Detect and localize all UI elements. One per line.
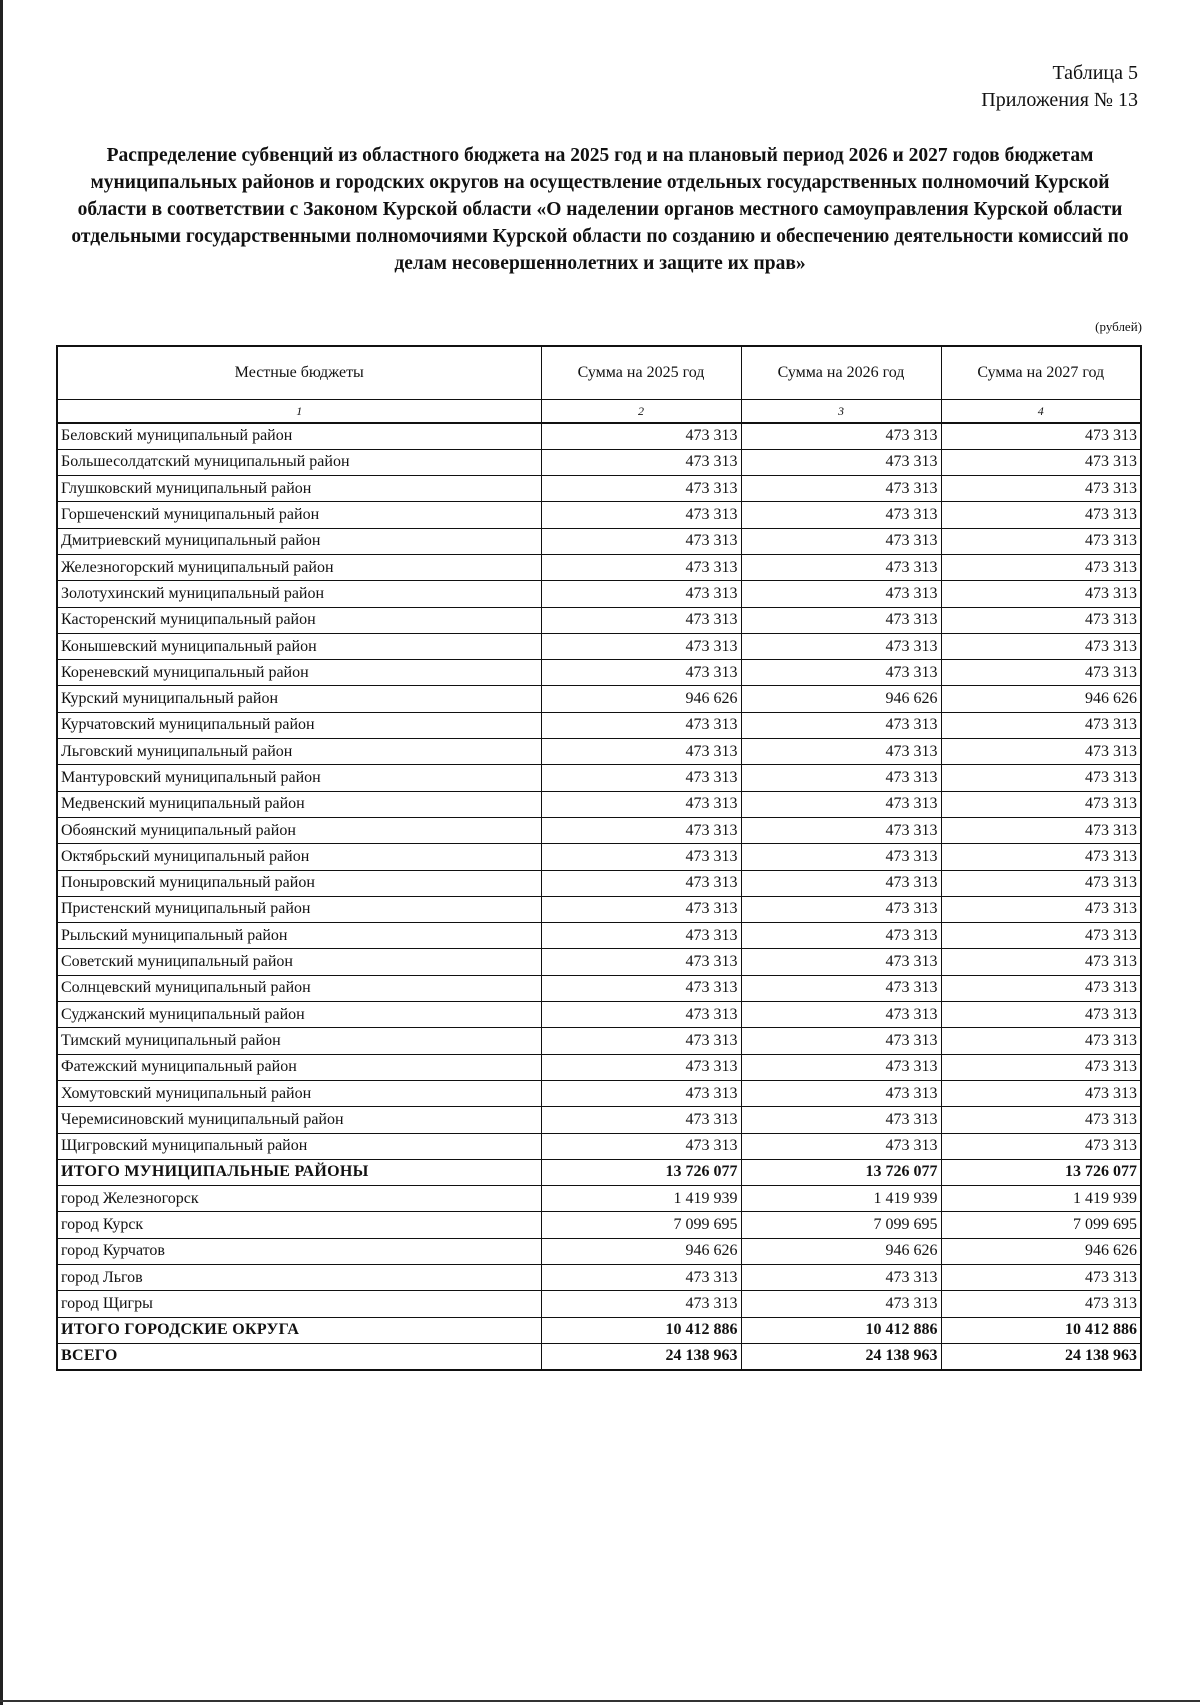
row-amount-2025-cell: 473 313 bbox=[541, 1107, 741, 1133]
row-amount-2025-cell: 473 313 bbox=[541, 502, 741, 528]
row-name-cell: Кореневский муниципальный район bbox=[57, 660, 541, 686]
row-name-cell: Октябрьский муниципальный район bbox=[57, 844, 541, 870]
row-amount-2026-cell: 473 313 bbox=[741, 870, 941, 896]
row-amount-2025-cell: 473 313 bbox=[541, 660, 741, 686]
row-amount-2025-cell: 1 419 939 bbox=[541, 1186, 741, 1212]
row-name-cell: Курчатовский муниципальный район bbox=[57, 712, 541, 738]
row-amount-2027-cell: 473 313 bbox=[941, 581, 1141, 607]
row-amount-2025-cell: 473 313 bbox=[541, 607, 741, 633]
table-label: Таблица 5 bbox=[1052, 62, 1138, 84]
row-amount-2027-cell: 1 419 939 bbox=[941, 1186, 1141, 1212]
row-amount-2025-cell: 24 138 963 bbox=[541, 1343, 741, 1369]
row-amount-2027-cell: 473 313 bbox=[941, 423, 1141, 449]
row-amount-2027-cell: 946 626 bbox=[941, 686, 1141, 712]
row-amount-2025-cell: 473 313 bbox=[541, 712, 741, 738]
column-number-row bbox=[57, 400, 1141, 424]
row-amount-2026-cell: 473 313 bbox=[741, 476, 941, 502]
row-name-cell: Дмитриевский муниципальный район bbox=[57, 528, 541, 554]
row-amount-2027-cell: 473 313 bbox=[941, 607, 1141, 633]
row-name-cell: Хомутовский муниципальный район bbox=[57, 1080, 541, 1106]
row-amount-2026-cell: 473 313 bbox=[741, 633, 941, 659]
row-amount-2025-cell: 473 313 bbox=[541, 817, 741, 843]
row-amount-2026-cell: 946 626 bbox=[741, 686, 941, 712]
row-amount-2026-cell: 473 313 bbox=[741, 844, 941, 870]
row-name-cell: Рыльский муниципальный район bbox=[57, 923, 541, 949]
row-amount-2026-cell: 473 313 bbox=[741, 1265, 941, 1291]
row-amount-2026-cell: 24 138 963 bbox=[741, 1343, 941, 1369]
row-name-cell: Мантуровский муниципальный район bbox=[57, 765, 541, 791]
table-total-row bbox=[57, 1159, 1141, 1185]
row-amount-2026-cell: 473 313 bbox=[741, 923, 941, 949]
column-number-4: 4 bbox=[941, 400, 1141, 424]
table-row bbox=[57, 1080, 1141, 1106]
row-name-cell: Черемисиновский муниципальный район bbox=[57, 1107, 541, 1133]
table-header-row bbox=[57, 346, 1141, 400]
row-name-cell: Поныровский муниципальный район bbox=[57, 870, 541, 896]
table-total-row bbox=[57, 1343, 1141, 1369]
row-amount-2025-cell: 473 313 bbox=[541, 528, 741, 554]
column-header-2026: Сумма на 2026 год bbox=[741, 346, 941, 400]
row-amount-2027-cell: 473 313 bbox=[941, 896, 1141, 922]
budget-table bbox=[56, 345, 1142, 1371]
row-amount-2027-cell: 24 138 963 bbox=[941, 1343, 1141, 1369]
row-amount-2027-cell: 10 412 886 bbox=[941, 1317, 1141, 1343]
row-amount-2025-cell: 473 313 bbox=[541, 844, 741, 870]
table-row bbox=[57, 949, 1141, 975]
table-row bbox=[57, 607, 1141, 633]
table-row bbox=[57, 423, 1141, 449]
table-row bbox=[57, 660, 1141, 686]
table-row bbox=[57, 1133, 1141, 1159]
row-amount-2027-cell: 473 313 bbox=[941, 1002, 1141, 1028]
row-name-cell: Солнцевский муниципальный район bbox=[57, 975, 541, 1001]
row-name-cell: Обоянский муниципальный район bbox=[57, 817, 541, 843]
table-total-row bbox=[57, 1317, 1141, 1343]
row-amount-2027-cell: 473 313 bbox=[941, 975, 1141, 1001]
row-amount-2026-cell: 473 313 bbox=[741, 975, 941, 1001]
column-header-budgets: Местные бюджеты bbox=[57, 346, 541, 400]
column-header-2025: Сумма на 2025 год bbox=[541, 346, 741, 400]
table-row bbox=[57, 923, 1141, 949]
row-amount-2027-cell: 473 313 bbox=[941, 554, 1141, 580]
table-row bbox=[57, 528, 1141, 554]
row-amount-2026-cell: 473 313 bbox=[741, 1133, 941, 1159]
row-name-cell: Советский муниципальный район bbox=[57, 949, 541, 975]
row-amount-2025-cell: 473 313 bbox=[541, 975, 741, 1001]
row-amount-2025-cell: 473 313 bbox=[541, 791, 741, 817]
row-amount-2027-cell: 473 313 bbox=[941, 1028, 1141, 1054]
row-amount-2027-cell: 473 313 bbox=[941, 502, 1141, 528]
table-row bbox=[57, 581, 1141, 607]
row-amount-2027-cell: 473 313 bbox=[941, 1291, 1141, 1317]
row-amount-2026-cell: 473 313 bbox=[741, 896, 941, 922]
row-amount-2025-cell: 473 313 bbox=[541, 1054, 741, 1080]
scan-edge-bottom bbox=[0, 1700, 1200, 1702]
row-name-cell: Щигровский муниципальный район bbox=[57, 1133, 541, 1159]
row-amount-2027-cell: 473 313 bbox=[941, 844, 1141, 870]
row-amount-2026-cell: 473 313 bbox=[741, 1028, 941, 1054]
table-row bbox=[57, 765, 1141, 791]
row-name-cell: город Железногорск bbox=[57, 1186, 541, 1212]
row-amount-2025-cell: 473 313 bbox=[541, 739, 741, 765]
row-amount-2027-cell: 473 313 bbox=[941, 712, 1141, 738]
row-name-cell: ВСЕГО bbox=[57, 1343, 541, 1369]
row-name-cell: город Курск bbox=[57, 1212, 541, 1238]
row-amount-2027-cell: 13 726 077 bbox=[941, 1159, 1141, 1185]
row-amount-2025-cell: 473 313 bbox=[541, 949, 741, 975]
row-amount-2026-cell: 473 313 bbox=[741, 502, 941, 528]
unit-note: (рублей) bbox=[1095, 319, 1142, 334]
document-header bbox=[981, 60, 1138, 114]
row-amount-2027-cell: 473 313 bbox=[941, 765, 1141, 791]
row-amount-2026-cell: 473 313 bbox=[741, 449, 941, 475]
table-row bbox=[57, 449, 1141, 475]
row-amount-2025-cell: 473 313 bbox=[541, 423, 741, 449]
row-amount-2027-cell: 473 313 bbox=[941, 1133, 1141, 1159]
row-amount-2026-cell: 473 313 bbox=[741, 1080, 941, 1106]
row-amount-2027-cell: 946 626 bbox=[941, 1238, 1141, 1264]
row-amount-2027-cell: 473 313 bbox=[941, 1107, 1141, 1133]
row-amount-2025-cell: 473 313 bbox=[541, 870, 741, 896]
table-row bbox=[57, 686, 1141, 712]
row-amount-2025-cell: 473 313 bbox=[541, 581, 741, 607]
table-row bbox=[57, 1291, 1141, 1317]
table-row bbox=[57, 817, 1141, 843]
row-name-cell: Пристенский муниципальный район bbox=[57, 896, 541, 922]
row-name-cell: Горшеченский муниципальный район bbox=[57, 502, 541, 528]
row-name-cell: город Щигры bbox=[57, 1291, 541, 1317]
row-amount-2026-cell: 473 313 bbox=[741, 949, 941, 975]
table-body bbox=[57, 423, 1141, 1370]
row-amount-2026-cell: 473 313 bbox=[741, 1002, 941, 1028]
row-amount-2026-cell: 473 313 bbox=[741, 528, 941, 554]
row-amount-2026-cell: 473 313 bbox=[741, 739, 941, 765]
row-name-cell: Конышевский муниципальный район bbox=[57, 633, 541, 659]
column-number-1: 1 bbox=[57, 400, 541, 424]
table-row bbox=[57, 1107, 1141, 1133]
row-amount-2026-cell: 946 626 bbox=[741, 1238, 941, 1264]
table-row bbox=[57, 1002, 1141, 1028]
document-title: Распределение субвенций из областного бюджета на 2025 год и на плановый период 2026 и 2027 годов бюджетам муниципальных районов и городских округов на осуществление отдельных государственных полномочий Курской области в соответствии с Законом Курской области «О наделении органов местного самоуправления Курской области отдельными государственными полномочиями Курской области по созданию и обеспечению деятельности комиссий по делам несовершеннолетних и защите их прав» bbox=[71, 145, 1129, 274]
row-amount-2025-cell: 473 313 bbox=[541, 896, 741, 922]
table-row bbox=[57, 1212, 1141, 1238]
row-amount-2025-cell: 473 313 bbox=[541, 1002, 741, 1028]
row-amount-2026-cell: 13 726 077 bbox=[741, 1159, 941, 1185]
table-row bbox=[57, 554, 1141, 580]
row-amount-2027-cell: 473 313 bbox=[941, 449, 1141, 475]
row-amount-2026-cell: 473 313 bbox=[741, 660, 941, 686]
row-amount-2027-cell: 473 313 bbox=[941, 660, 1141, 686]
table-row bbox=[57, 1186, 1141, 1212]
table-row bbox=[57, 975, 1141, 1001]
row-name-cell: город Льгов bbox=[57, 1265, 541, 1291]
row-amount-2026-cell: 473 313 bbox=[741, 765, 941, 791]
row-amount-2027-cell: 473 313 bbox=[941, 633, 1141, 659]
row-amount-2026-cell: 7 099 695 bbox=[741, 1212, 941, 1238]
row-amount-2026-cell: 473 313 bbox=[741, 712, 941, 738]
row-amount-2026-cell: 473 313 bbox=[741, 1107, 941, 1133]
row-amount-2025-cell: 7 099 695 bbox=[541, 1212, 741, 1238]
row-name-cell: ИТОГО МУНИЦИПАЛЬНЫЕ РАЙОНЫ bbox=[57, 1159, 541, 1185]
row-name-cell: Касторенский муниципальный район bbox=[57, 607, 541, 633]
row-name-cell: Железногорский муниципальный район bbox=[57, 554, 541, 580]
row-amount-2027-cell: 473 313 bbox=[941, 739, 1141, 765]
row-amount-2027-cell: 473 313 bbox=[941, 949, 1141, 975]
table-row bbox=[57, 1054, 1141, 1080]
row-amount-2025-cell: 473 313 bbox=[541, 1080, 741, 1106]
column-number-3: 3 bbox=[741, 400, 941, 424]
table-row bbox=[57, 502, 1141, 528]
row-amount-2025-cell: 473 313 bbox=[541, 923, 741, 949]
table-row bbox=[57, 712, 1141, 738]
row-amount-2027-cell: 473 313 bbox=[941, 476, 1141, 502]
table-row bbox=[57, 791, 1141, 817]
row-name-cell: Золотухинский муниципальный район bbox=[57, 581, 541, 607]
row-amount-2025-cell: 473 313 bbox=[541, 554, 741, 580]
row-amount-2025-cell: 473 313 bbox=[541, 476, 741, 502]
row-name-cell: Глушковский муниципальный район bbox=[57, 476, 541, 502]
row-amount-2026-cell: 473 313 bbox=[741, 607, 941, 633]
row-amount-2026-cell: 473 313 bbox=[741, 581, 941, 607]
row-name-cell: Льговский муниципальный район bbox=[57, 739, 541, 765]
row-amount-2027-cell: 473 313 bbox=[941, 817, 1141, 843]
row-amount-2025-cell: 946 626 bbox=[541, 1238, 741, 1264]
table-row bbox=[57, 633, 1141, 659]
table-row bbox=[57, 1028, 1141, 1054]
table-row bbox=[57, 1238, 1141, 1264]
row-amount-2025-cell: 13 726 077 bbox=[541, 1159, 741, 1185]
row-amount-2027-cell: 473 313 bbox=[941, 870, 1141, 896]
appendix-label: Приложения № 13 bbox=[981, 89, 1138, 111]
row-name-cell: Беловский муниципальный район bbox=[57, 423, 541, 449]
row-amount-2025-cell: 473 313 bbox=[541, 633, 741, 659]
row-name-cell: ИТОГО ГОРОДСКИЕ ОКРУГА bbox=[57, 1317, 541, 1343]
table-row bbox=[57, 476, 1141, 502]
row-amount-2025-cell: 473 313 bbox=[541, 1265, 741, 1291]
row-amount-2025-cell: 473 313 bbox=[541, 1028, 741, 1054]
row-name-cell: Тимский муниципальный район bbox=[57, 1028, 541, 1054]
row-amount-2027-cell: 473 313 bbox=[941, 923, 1141, 949]
row-amount-2026-cell: 1 419 939 bbox=[741, 1186, 941, 1212]
row-name-cell: Фатежский муниципальный район bbox=[57, 1054, 541, 1080]
row-amount-2027-cell: 7 099 695 bbox=[941, 1212, 1141, 1238]
table-row bbox=[57, 739, 1141, 765]
row-amount-2025-cell: 473 313 bbox=[541, 1133, 741, 1159]
row-amount-2025-cell: 473 313 bbox=[541, 449, 741, 475]
row-amount-2026-cell: 473 313 bbox=[741, 1291, 941, 1317]
row-amount-2025-cell: 473 313 bbox=[541, 1291, 741, 1317]
column-number-2: 2 bbox=[541, 400, 741, 424]
table-row bbox=[57, 844, 1141, 870]
row-amount-2027-cell: 473 313 bbox=[941, 528, 1141, 554]
table-row bbox=[57, 870, 1141, 896]
row-name-cell: город Курчатов bbox=[57, 1238, 541, 1264]
row-amount-2026-cell: 473 313 bbox=[741, 817, 941, 843]
table-row bbox=[57, 896, 1141, 922]
row-amount-2027-cell: 473 313 bbox=[941, 1265, 1141, 1291]
table-row bbox=[57, 1265, 1141, 1291]
row-name-cell: Курский муниципальный район bbox=[57, 686, 541, 712]
row-amount-2026-cell: 473 313 bbox=[741, 791, 941, 817]
row-amount-2025-cell: 946 626 bbox=[541, 686, 741, 712]
row-name-cell: Медвенский муниципальный район bbox=[57, 791, 541, 817]
row-amount-2026-cell: 473 313 bbox=[741, 1054, 941, 1080]
row-amount-2026-cell: 473 313 bbox=[741, 423, 941, 449]
row-amount-2027-cell: 473 313 bbox=[941, 791, 1141, 817]
row-amount-2027-cell: 473 313 bbox=[941, 1054, 1141, 1080]
row-name-cell: Большесолдатский муниципальный район bbox=[57, 449, 541, 475]
row-amount-2025-cell: 10 412 886 bbox=[541, 1317, 741, 1343]
row-amount-2027-cell: 473 313 bbox=[941, 1080, 1141, 1106]
scan-edge-left bbox=[0, 0, 3, 1705]
row-amount-2026-cell: 10 412 886 bbox=[741, 1317, 941, 1343]
row-amount-2026-cell: 473 313 bbox=[741, 554, 941, 580]
row-amount-2025-cell: 473 313 bbox=[541, 765, 741, 791]
row-name-cell: Суджанский муниципальный район bbox=[57, 1002, 541, 1028]
column-header-2027: Сумма на 2027 год bbox=[941, 346, 1141, 400]
